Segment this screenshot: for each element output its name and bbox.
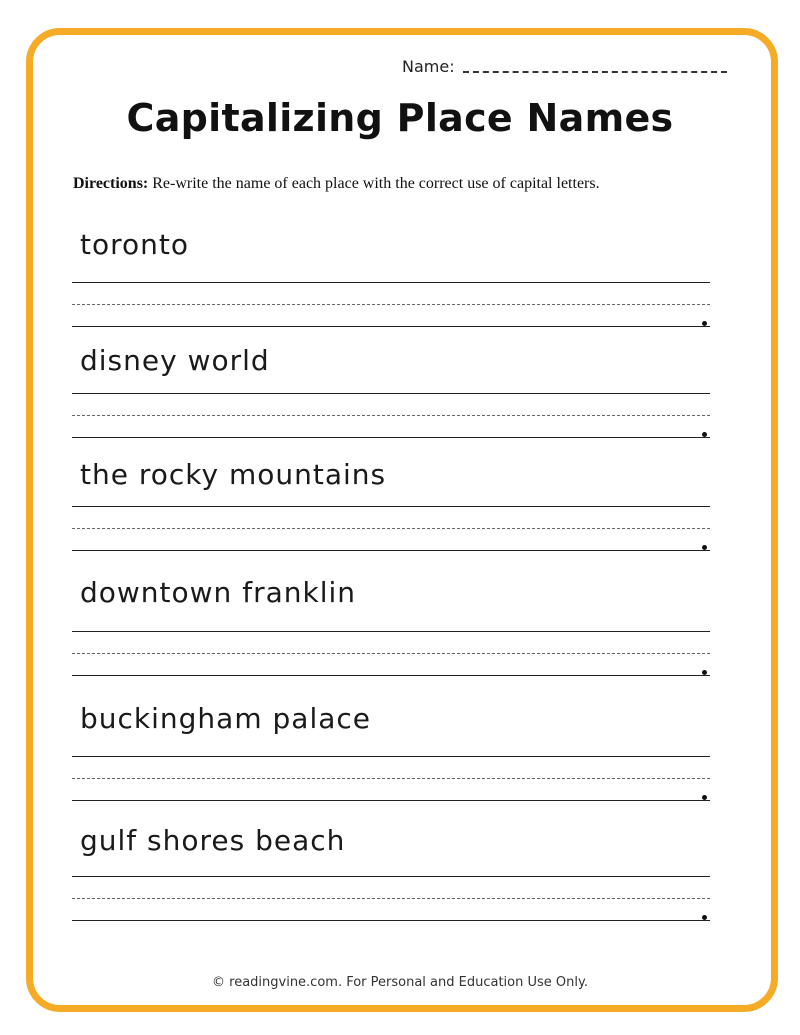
writing-line-base[interactable] [72,800,710,801]
writing-line-mid [72,415,710,416]
page-title: Capitalizing Place Names [126,96,674,140]
item-place-name: gulf shores beach [80,824,346,857]
writing-line-base[interactable] [72,550,710,551]
period-mark [702,670,707,675]
writing-line-base[interactable] [72,675,710,676]
writing-line-mid [72,653,710,654]
directions [73,175,733,193]
writing-line-top [72,282,710,283]
writing-line-top [72,393,710,394]
directions-text: Re-write the name of each place with the correct use of capital letters. [152,175,600,192]
writing-line-mid [72,898,710,899]
period-mark [702,795,707,800]
writing-line-top [72,876,710,877]
writing-line-top [72,756,710,757]
writing-line-top [72,506,710,507]
item-place-name: buckingham palace [80,702,371,735]
directions-label: Directions: [73,175,149,192]
writing-line-mid [72,528,710,529]
writing-line-base[interactable] [72,326,710,327]
item-place-name: toronto [80,228,189,261]
item-place-name: disney world [80,344,270,377]
period-mark [702,915,707,920]
name-blank-line[interactable] [463,69,727,73]
item-place-name: the rocky mountains [80,458,387,491]
period-mark [702,432,707,437]
writing-line-mid [72,778,710,779]
footer-copyright: © readingvine.com. For Personal and Education Use Only. [212,975,588,990]
writing-line-base[interactable] [72,437,710,438]
item-place-name: downtown franklin [80,576,356,609]
period-mark [702,321,707,326]
writing-line-mid [72,304,710,305]
writing-line-base[interactable] [72,920,710,921]
writing-line-top [72,631,710,632]
period-mark [702,545,707,550]
name-field [402,52,727,76]
name-label: Name: [402,57,455,76]
